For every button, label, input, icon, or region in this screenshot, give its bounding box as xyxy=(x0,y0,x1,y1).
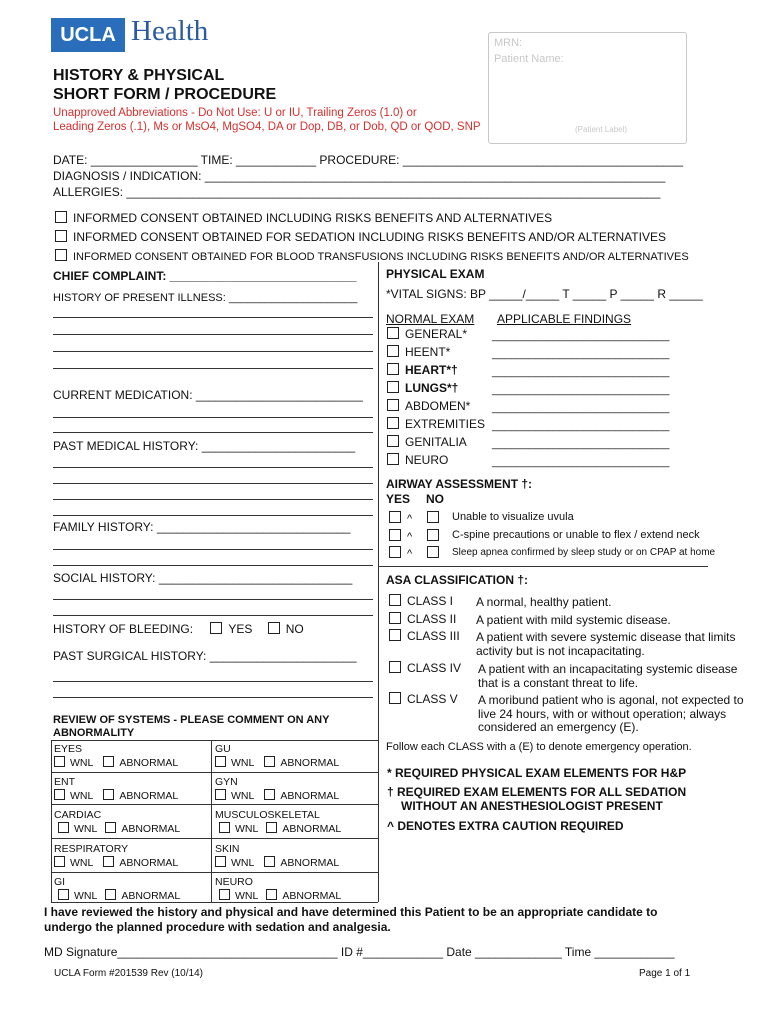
consent-sedation-label: INFORMED CONSENT OBTAINED FOR SEDATION INCLUDING RISKS BENEFITS AND/OR ALTERNATIVES xyxy=(73,230,666,244)
abnormal-checkbox[interactable] xyxy=(266,822,277,833)
ros-system-label: ENT xyxy=(54,776,75,788)
social-history-field[interactable]: SOCIAL HISTORY: _____________________________ xyxy=(53,571,353,585)
abnormal-label: ABNORMAL xyxy=(121,890,181,902)
ros-system-label: NEURO xyxy=(215,876,253,888)
consent-transfusion-item[interactable] xyxy=(55,249,689,263)
caution-caret: ^ xyxy=(407,513,413,525)
pe-extremities-checkbox[interactable] xyxy=(387,417,399,429)
wnl-label: WNL xyxy=(70,790,94,802)
ros-title-line2: ABNORMALITY xyxy=(53,727,135,739)
airway-yes-checkbox[interactable] xyxy=(389,529,401,541)
pe-abdomen-label: ABDOMEN* xyxy=(405,399,471,413)
review-statement-line2: undergo the planned procedure with sedation and analgesia. xyxy=(44,920,391,934)
ros-neuro xyxy=(215,876,341,903)
airway-no-cell xyxy=(427,511,445,525)
ros-gu xyxy=(215,743,339,770)
airway-yes-checkbox[interactable] xyxy=(389,511,401,523)
hpi-field[interactable]: HISTORY OF PRESENT ILLNESS: _____________________ xyxy=(53,292,358,304)
ros-row-divider xyxy=(51,872,378,873)
applicable-findings-header: APPLICABLE FINDINGS xyxy=(497,312,632,326)
asa-class-3-checkbox[interactable] xyxy=(389,629,401,641)
abnormal-label: ABNORMAL xyxy=(119,790,179,802)
asa-class-3-desc2: activity but is not incapacitating. xyxy=(476,644,645,658)
bleeding-yes-checkbox[interactable] xyxy=(210,622,222,634)
bleeding-history-row xyxy=(53,622,304,636)
wnl-checkbox[interactable] xyxy=(58,889,69,900)
pe-neuro-row[interactable] xyxy=(387,453,448,467)
asa-class-name: CLASS IV xyxy=(407,661,462,675)
hpi-line[interactable] xyxy=(53,351,373,352)
review-statement-line1: I have reviewed the history and physical and have determined this Patient to be an appropriate candidate to xyxy=(44,905,658,919)
asa-class-name: CLASS II xyxy=(407,612,457,626)
airway-apnea-label: Sleep apnea confirmed by sleep study or on CPAP at home xyxy=(452,547,716,558)
mrn-label: MRN: xyxy=(494,37,523,49)
past-medical-history-field[interactable]: PAST MEDICAL HISTORY: _______________________ xyxy=(53,439,356,453)
pe-abdomen-checkbox[interactable] xyxy=(387,399,399,411)
bleeding-history-label: HISTORY OF BLEEDING: xyxy=(53,622,194,636)
abnormal-checkbox[interactable] xyxy=(103,789,114,800)
consent-risks-checkbox[interactable] xyxy=(55,211,67,223)
abbrev-warning-line1: Unapproved Abbreviations - Do Not Use: U or IU, Trailing Zeros (1.0) or xyxy=(53,107,417,119)
wnl-label: WNL xyxy=(235,890,259,902)
airway-uvula-row xyxy=(389,511,412,525)
asa-class-3-desc1: A patient with severe systemic disease that limits xyxy=(476,630,736,644)
finding-line[interactable]: _____________________________ xyxy=(492,402,670,414)
wnl-label: WNL xyxy=(231,790,255,802)
finding-line[interactable]: _____________________________ xyxy=(492,330,670,342)
pe-general-row[interactable] xyxy=(387,327,467,341)
abnormal-checkbox[interactable] xyxy=(264,856,275,867)
signature-field[interactable]: MD Signature_________________________________ ID #____________ Date _____________ Time ____________ xyxy=(44,945,675,959)
wnl-label: WNL xyxy=(74,890,98,902)
airway-cspine-label: C-spine precautions or unable to flex / extend neck xyxy=(452,529,700,541)
asa-class-5[interactable] xyxy=(389,692,458,706)
ros-system-label: RESPIRATORY xyxy=(54,843,129,855)
ros-system-label: EYES xyxy=(54,743,83,755)
vital-signs-field[interactable]: *VITAL SIGNS: BP _____/_____ T _____ P _____ R _____ xyxy=(386,287,703,301)
ros-title-line1: REVIEW OF SYSTEMS - PLEASE COMMENT ON ANY xyxy=(53,714,330,726)
abnormal-checkbox[interactable] xyxy=(103,756,114,767)
patient-label-box xyxy=(488,32,687,144)
pe-neuro-label: NEURO xyxy=(405,453,449,467)
pe-heent-row[interactable] xyxy=(387,345,450,359)
wnl-label: WNL xyxy=(231,757,255,769)
wnl-checkbox[interactable] xyxy=(54,856,65,867)
date-time-procedure-field[interactable]: DATE: ________________ TIME: ____________ PROCEDURE: __________________________________________ xyxy=(53,153,684,167)
ros-row-divider xyxy=(51,804,378,805)
pe-genitalia-label: GENITALIA xyxy=(405,435,467,449)
pe-abdomen-row[interactable] xyxy=(387,399,470,413)
wnl-checkbox[interactable] xyxy=(215,789,226,800)
finding-line[interactable]: _____________________________ xyxy=(492,456,670,468)
ucla-logo: UCLA xyxy=(51,18,125,52)
pmh-line[interactable] xyxy=(53,467,373,468)
health-logo-text: Health xyxy=(131,15,209,47)
asa-class-name: CLASS I xyxy=(407,594,454,608)
abnormal-label: ABNORMAL xyxy=(280,857,340,869)
form-id: UCLA Form #201539 Rev (10/14) xyxy=(54,968,203,979)
caution-caret: ^ xyxy=(407,531,413,543)
surgical-history-line[interactable] xyxy=(53,681,373,682)
pe-neuro-checkbox[interactable] xyxy=(387,453,399,465)
required-pe-note: * REQUIRED PHYSICAL EXAM ELEMENTS FOR H&P xyxy=(387,766,687,780)
surgical-history-line[interactable] xyxy=(53,697,373,698)
form-title-line1: HISTORY & PHYSICAL xyxy=(53,67,225,84)
ros-system-label: GU xyxy=(215,743,231,755)
wnl-checkbox[interactable] xyxy=(58,822,69,833)
airway-no-header: NO xyxy=(426,492,444,506)
asa-class-5-desc2: live 24 hours, with or without operation; always xyxy=(478,707,727,721)
medication-line[interactable] xyxy=(53,432,373,433)
normal-exam-header: NORMAL EXAM xyxy=(386,312,475,326)
abnormal-checkbox[interactable] xyxy=(105,822,116,833)
abnormal-label: ABNORMAL xyxy=(121,823,181,835)
airway-cspine-row xyxy=(389,529,412,543)
ros-grid-bottom xyxy=(51,902,378,903)
caution-note: ^ DENOTES EXTRA CAUTION REQUIRED xyxy=(387,819,624,833)
consent-sedation-checkbox[interactable] xyxy=(55,230,67,242)
ros-skin xyxy=(215,843,339,870)
ros-musculoskeletal xyxy=(215,809,341,836)
consent-risks-label: INFORMED CONSENT OBTAINED INCLUDING RISKS BENEFITS AND ALTERNATIVES xyxy=(73,211,553,225)
family-history-field[interactable]: FAMILY HISTORY: _____________________________ xyxy=(53,520,351,534)
abnormal-label: ABNORMAL xyxy=(119,857,179,869)
hpi-line[interactable] xyxy=(53,368,373,369)
ros-system-label: GI xyxy=(54,876,66,888)
pe-extremities-row[interactable] xyxy=(387,417,485,431)
asa-class-5-checkbox[interactable] xyxy=(389,692,401,704)
finding-line[interactable]: _____________________________ xyxy=(492,366,670,378)
consent-sedation-item[interactable] xyxy=(55,230,666,244)
pe-heent-label: HEENT* xyxy=(405,345,451,359)
allergies-field[interactable]: ALLERGIES: ________________________________________________________________________________ xyxy=(53,185,661,199)
abnormal-checkbox[interactable] xyxy=(264,789,275,800)
abnormal-label: ABNORMAL xyxy=(119,757,179,769)
abbrev-warning-line2: Leading Zeros (.1), Ms or MsO4, MgSO4, DA or Dop, DB, or Dob, QD or QOD, SNP xyxy=(53,121,481,133)
asa-class-2-desc: A patient with mild systemic disease. xyxy=(476,613,671,627)
ros-row-divider xyxy=(51,772,378,773)
pe-lungs-row[interactable] xyxy=(387,381,458,395)
family-history-line[interactable] xyxy=(53,565,373,566)
pe-heart-row[interactable] xyxy=(387,363,458,377)
finding-line[interactable]: _____________________________ xyxy=(492,384,670,396)
form-title-line2: SHORT FORM / PROCEDURE xyxy=(53,86,277,103)
asa-class-4[interactable] xyxy=(389,661,461,675)
asa-class-name: CLASS III xyxy=(407,629,460,643)
airway-no-cell xyxy=(427,529,445,543)
asa-class-1-desc: A normal, healthy patient. xyxy=(476,595,612,609)
caution-caret: ^ xyxy=(407,548,413,560)
airway-uvula-label: Unable to visualize uvula xyxy=(452,511,574,523)
abnormal-checkbox[interactable] xyxy=(105,889,116,900)
ros-cardiac xyxy=(54,809,180,836)
pmh-line[interactable] xyxy=(53,515,373,516)
abnormal-label: ABNORMAL xyxy=(280,757,340,769)
pe-heart-label: HEART*† xyxy=(405,363,458,377)
abnormal-label: ABNORMAL xyxy=(282,890,342,902)
abnormal-label: ABNORMAL xyxy=(280,790,340,802)
physical-exam-title: PHYSICAL EXAM xyxy=(386,267,485,281)
airway-no-cell xyxy=(427,546,445,560)
hpi-line[interactable] xyxy=(53,317,373,318)
wnl-label: WNL xyxy=(70,757,94,769)
wnl-checkbox[interactable] xyxy=(215,756,226,767)
airway-yes-header: YES xyxy=(386,492,411,506)
asa-class-2[interactable] xyxy=(389,612,456,626)
asa-class-2-checkbox[interactable] xyxy=(389,612,401,624)
airway-no-checkbox[interactable] xyxy=(427,529,439,541)
abnormal-label: ABNORMAL xyxy=(282,823,342,835)
ros-gyn xyxy=(215,776,339,803)
asa-class-4-desc2: that is a constant threat to life. xyxy=(478,676,639,690)
asa-emergency-note: Follow each CLASS with a (E) to denote emergency operation. xyxy=(386,741,692,753)
asa-class-4-desc1: A patient with an incapacitating systemic disease xyxy=(478,662,738,676)
asa-divider xyxy=(378,566,708,567)
asa-class-name: CLASS V xyxy=(407,692,458,706)
asa-class-4-checkbox[interactable] xyxy=(389,661,401,673)
required-sedation-note-2: WITHOUT AN ANESTHESIOLOGIST PRESENT xyxy=(401,799,663,813)
pmh-line[interactable] xyxy=(53,499,373,500)
patient-name-label: Patient Name: xyxy=(494,53,564,65)
asa-class-1-checkbox[interactable] xyxy=(389,594,401,606)
pe-lungs-label: LUNGS*† xyxy=(405,381,459,395)
chief-complaint-field[interactable]: CHIEF COMPLAINT: ____________________________ xyxy=(53,269,357,283)
wnl-label: WNL xyxy=(70,857,94,869)
asa-class-5-desc3: considered an emergency (E). xyxy=(478,720,639,734)
wnl-checkbox[interactable] xyxy=(54,756,65,767)
current-medication-field[interactable]: CURRENT MEDICATION: _________________________ xyxy=(53,388,363,402)
finding-line[interactable]: _____________________________ xyxy=(492,438,670,450)
ros-system-label: SKIN xyxy=(215,843,240,855)
pe-heart-checkbox[interactable] xyxy=(387,363,399,375)
airway-no-checkbox[interactable] xyxy=(427,546,439,558)
airway-title: AIRWAY ASSESSMENT †: xyxy=(386,477,533,491)
abnormal-checkbox[interactable] xyxy=(266,889,277,900)
ros-eyes xyxy=(54,743,178,770)
social-history-line[interactable] xyxy=(53,599,373,600)
airway-yes-checkbox[interactable] xyxy=(389,546,401,558)
bleeding-no-label: NO xyxy=(285,622,304,636)
asa-class-3[interactable] xyxy=(389,629,460,643)
consent-transfusion-label: INFORMED CONSENT OBTAINED FOR BLOOD TRANSFUSIONS INCLUDING RISKS BENEFITS AND/OR ALTERNATIVES xyxy=(73,251,689,263)
social-history-line[interactable] xyxy=(53,615,373,616)
ros-system-label: GYN xyxy=(215,776,238,788)
diagnosis-field[interactable]: DIAGNOSIS / INDICATION: _____________________________________________________________________ xyxy=(53,169,666,183)
pe-general-label: GENERAL* xyxy=(405,327,468,341)
ros-grid-left xyxy=(51,740,52,902)
column-divider xyxy=(378,262,379,902)
past-surgical-history-field[interactable]: PAST SURGICAL HISTORY: ______________________ xyxy=(53,649,357,663)
asa-class-5-desc1: A moribund patient who is agonal, not expected to xyxy=(478,693,744,707)
abnormal-checkbox[interactable] xyxy=(264,756,275,767)
ros-row-divider xyxy=(51,838,378,839)
pe-extremities-label: EXTREMITIES xyxy=(405,417,486,431)
bleeding-yes-label: YES xyxy=(228,622,253,636)
family-history-line[interactable] xyxy=(53,549,373,550)
wnl-checkbox[interactable] xyxy=(219,822,230,833)
consent-transfusion-checkbox[interactable] xyxy=(55,249,67,261)
abnormal-checkbox[interactable] xyxy=(103,856,114,867)
asa-class-1[interactable] xyxy=(389,594,453,608)
hpi-line[interactable] xyxy=(53,334,373,335)
pe-heent-checkbox[interactable] xyxy=(387,345,399,357)
page-number: Page 1 of 1 xyxy=(639,968,691,979)
ros-grid-top xyxy=(51,740,378,741)
ros-system-label: MUSCULOSKELETAL xyxy=(215,809,320,821)
pe-genitalia-checkbox[interactable] xyxy=(387,435,399,447)
pe-genitalia-row[interactable] xyxy=(387,435,467,449)
airway-no-checkbox[interactable] xyxy=(427,511,439,523)
airway-apnea-row xyxy=(389,546,412,560)
pe-lungs-checkbox[interactable] xyxy=(387,381,399,393)
ros-grid-divider xyxy=(211,740,212,902)
wnl-checkbox[interactable] xyxy=(54,789,65,800)
bleeding-no-checkbox[interactable] xyxy=(268,622,280,634)
wnl-label: WNL xyxy=(235,823,259,835)
wnl-label: WNL xyxy=(231,857,255,869)
wnl-checkbox[interactable] xyxy=(215,856,226,867)
finding-line[interactable]: _____________________________ xyxy=(492,348,670,360)
consent-risks-item[interactable] xyxy=(55,211,552,225)
pe-general-checkbox[interactable] xyxy=(387,327,399,339)
ros-respiratory xyxy=(54,843,178,870)
medication-line[interactable] xyxy=(53,417,373,418)
required-sedation-note-1: † REQUIRED EXAM ELEMENTS FOR ALL SEDATION xyxy=(387,785,687,799)
wnl-checkbox[interactable] xyxy=(219,889,230,900)
asa-title: ASA CLASSIFICATION †: xyxy=(386,573,529,587)
ros-gi xyxy=(54,876,180,903)
ros-ent xyxy=(54,776,178,803)
patient-label-hint: (Patient Label) xyxy=(575,125,628,134)
wnl-label: WNL xyxy=(74,823,98,835)
finding-line[interactable]: _____________________________ xyxy=(492,420,670,432)
ros-system-label: CARDIAC xyxy=(54,809,102,821)
pmh-line[interactable] xyxy=(53,483,373,484)
